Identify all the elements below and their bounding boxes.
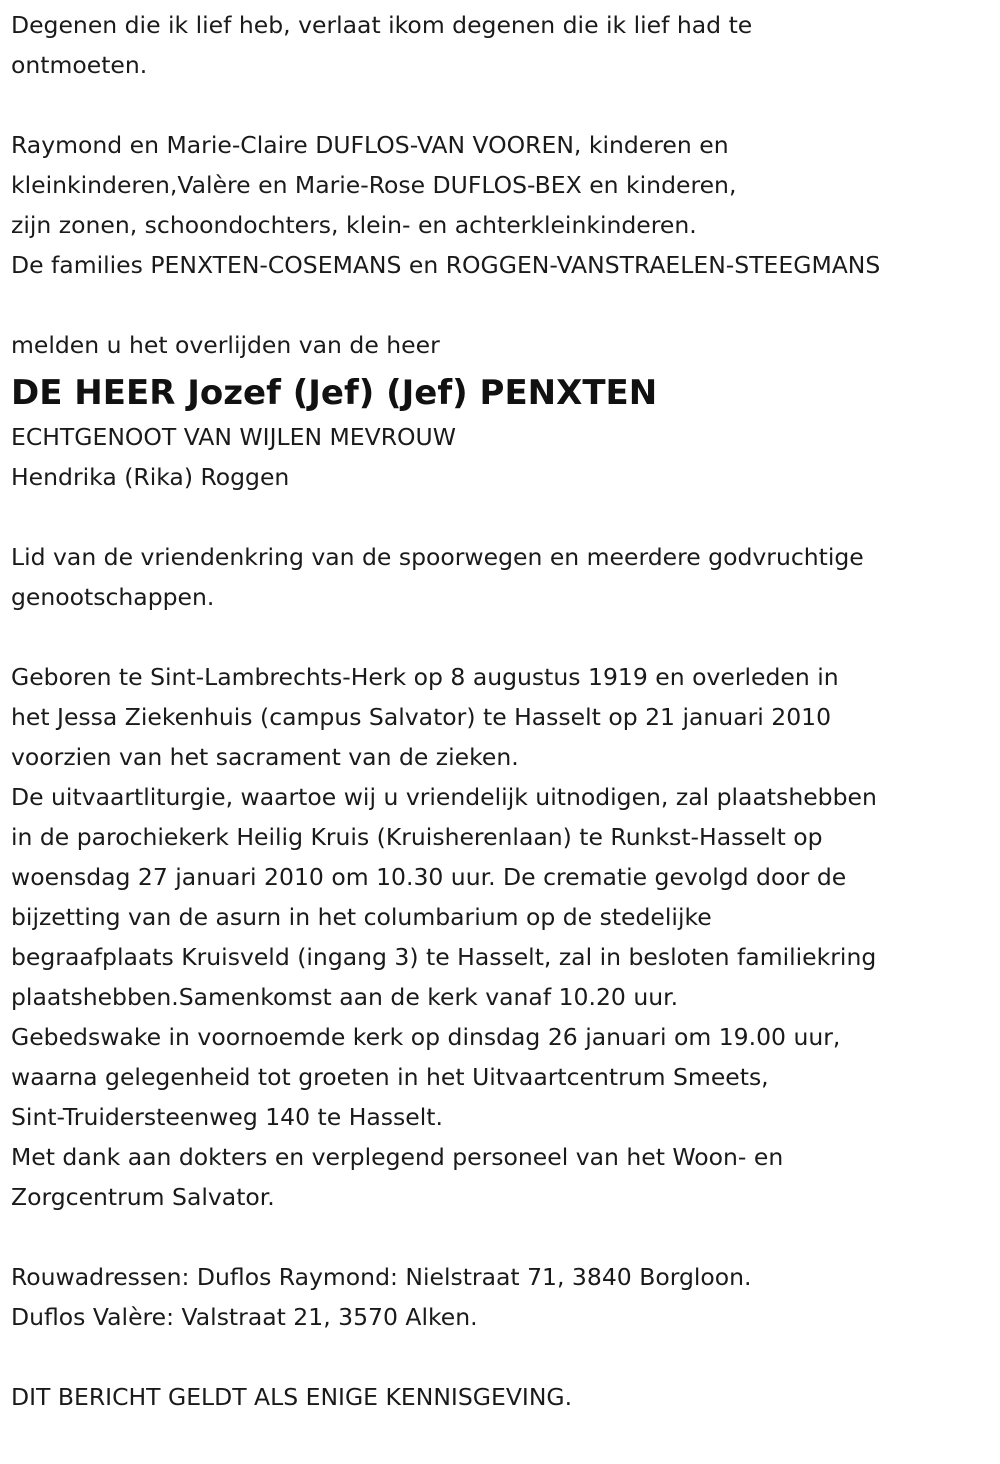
intro-line-1: Degenen die ik lief heb, verlaat ikom degenen die ik lief had te (11, 11, 753, 39)
details-line-5: in de parochiekerk Heilig Kruis (Kruisherenlaan) te Runkst-Hasselt op (11, 823, 823, 851)
spacer (11, 617, 996, 657)
closing-line: DIT BERICHT GELDT ALS ENIGE KENNISGEVING. (11, 1383, 573, 1411)
details-line-13: Met dank aan dokters en verplegend personeel van het Woon- en (11, 1143, 784, 1171)
spacer (11, 85, 996, 125)
deceased-name: DE HEER Jozef (Jef) (Jef) PENXTEN (11, 373, 658, 413)
intro-line-2: ontmoeten. (11, 51, 148, 79)
family-line-2: kleinkinderen,Valère en Marie-Rose DUFLOS-BEX en kinderen, (11, 171, 737, 199)
spouse-name: Hendrika (Rika) Roggen (11, 463, 290, 491)
membership-line-1: Lid van de vriendenkring van de spoorwegen en meerdere godvruchtige (11, 543, 864, 571)
family-line-3: zijn zonen, schoondochters, klein- en achterkleinkinderen. (11, 211, 697, 239)
details-line-7: bijzetting van de asurn in het columbarium op de stedelijke (11, 903, 712, 931)
spouse-title: ECHTGENOOT VAN WIJLEN MEVROUW (11, 423, 456, 451)
details-line-11: waarna gelegenheid tot groeten in het Uitvaartcentrum Smeets, (11, 1063, 769, 1091)
details-line-14: Zorgcentrum Salvator. (11, 1183, 275, 1211)
family-line-1: Raymond en Marie-Claire DUFLOS-VAN VOOREN, kinderen en (11, 131, 729, 159)
spacer (11, 285, 996, 325)
address-line-1: Rouwadressen: Duflos Raymond: Nielstraat 71, 3840 Borgloon. (11, 1263, 752, 1291)
details-line-2: het Jessa Ziekenhuis (campus Salvator) te Hasselt op 21 januari 2010 (11, 703, 832, 731)
membership-line-2: genootschappen. (11, 583, 215, 611)
details-line-1: Geboren te Sint-Lambrechts-Herk op 8 augustus 1919 en overleden in (11, 663, 839, 691)
spacer (11, 497, 996, 537)
details-line-12: Sint-Truidersteenweg 140 te Hasselt. (11, 1103, 443, 1131)
obituary-notice (11, 0, 996, 1417)
details-line-9: plaatshebben.Samenkomst aan de kerk vanaf 10.20 uur. (11, 983, 679, 1011)
spacer (11, 1217, 996, 1257)
family-line-4: De families PENXTEN-COSEMANS en ROGGEN-VANSTRAELEN-STEEGMANS (11, 251, 881, 279)
announce-line: melden u het overlijden van de heer (11, 331, 440, 359)
details-line-4: De uitvaartliturgie, waartoe wij u vriendelijk uitnodigen, zal plaatshebben (11, 783, 877, 811)
spacer (11, 1337, 996, 1377)
details-line-8: begraafplaats Kruisveld (ingang 3) te Hasselt, zal in besloten familiekring (11, 943, 877, 971)
details-line-6: woensdag 27 januari 2010 om 10.30 uur. De crematie gevolgd door de (11, 863, 847, 891)
details-line-10: Gebedswake in voornoemde kerk op dinsdag 26 januari om 19.00 uur, (11, 1023, 841, 1051)
details-line-3: voorzien van het sacrament van de zieken. (11, 743, 519, 771)
address-line-2: Duflos Valère: Valstraat 21, 3570 Alken. (11, 1303, 478, 1331)
